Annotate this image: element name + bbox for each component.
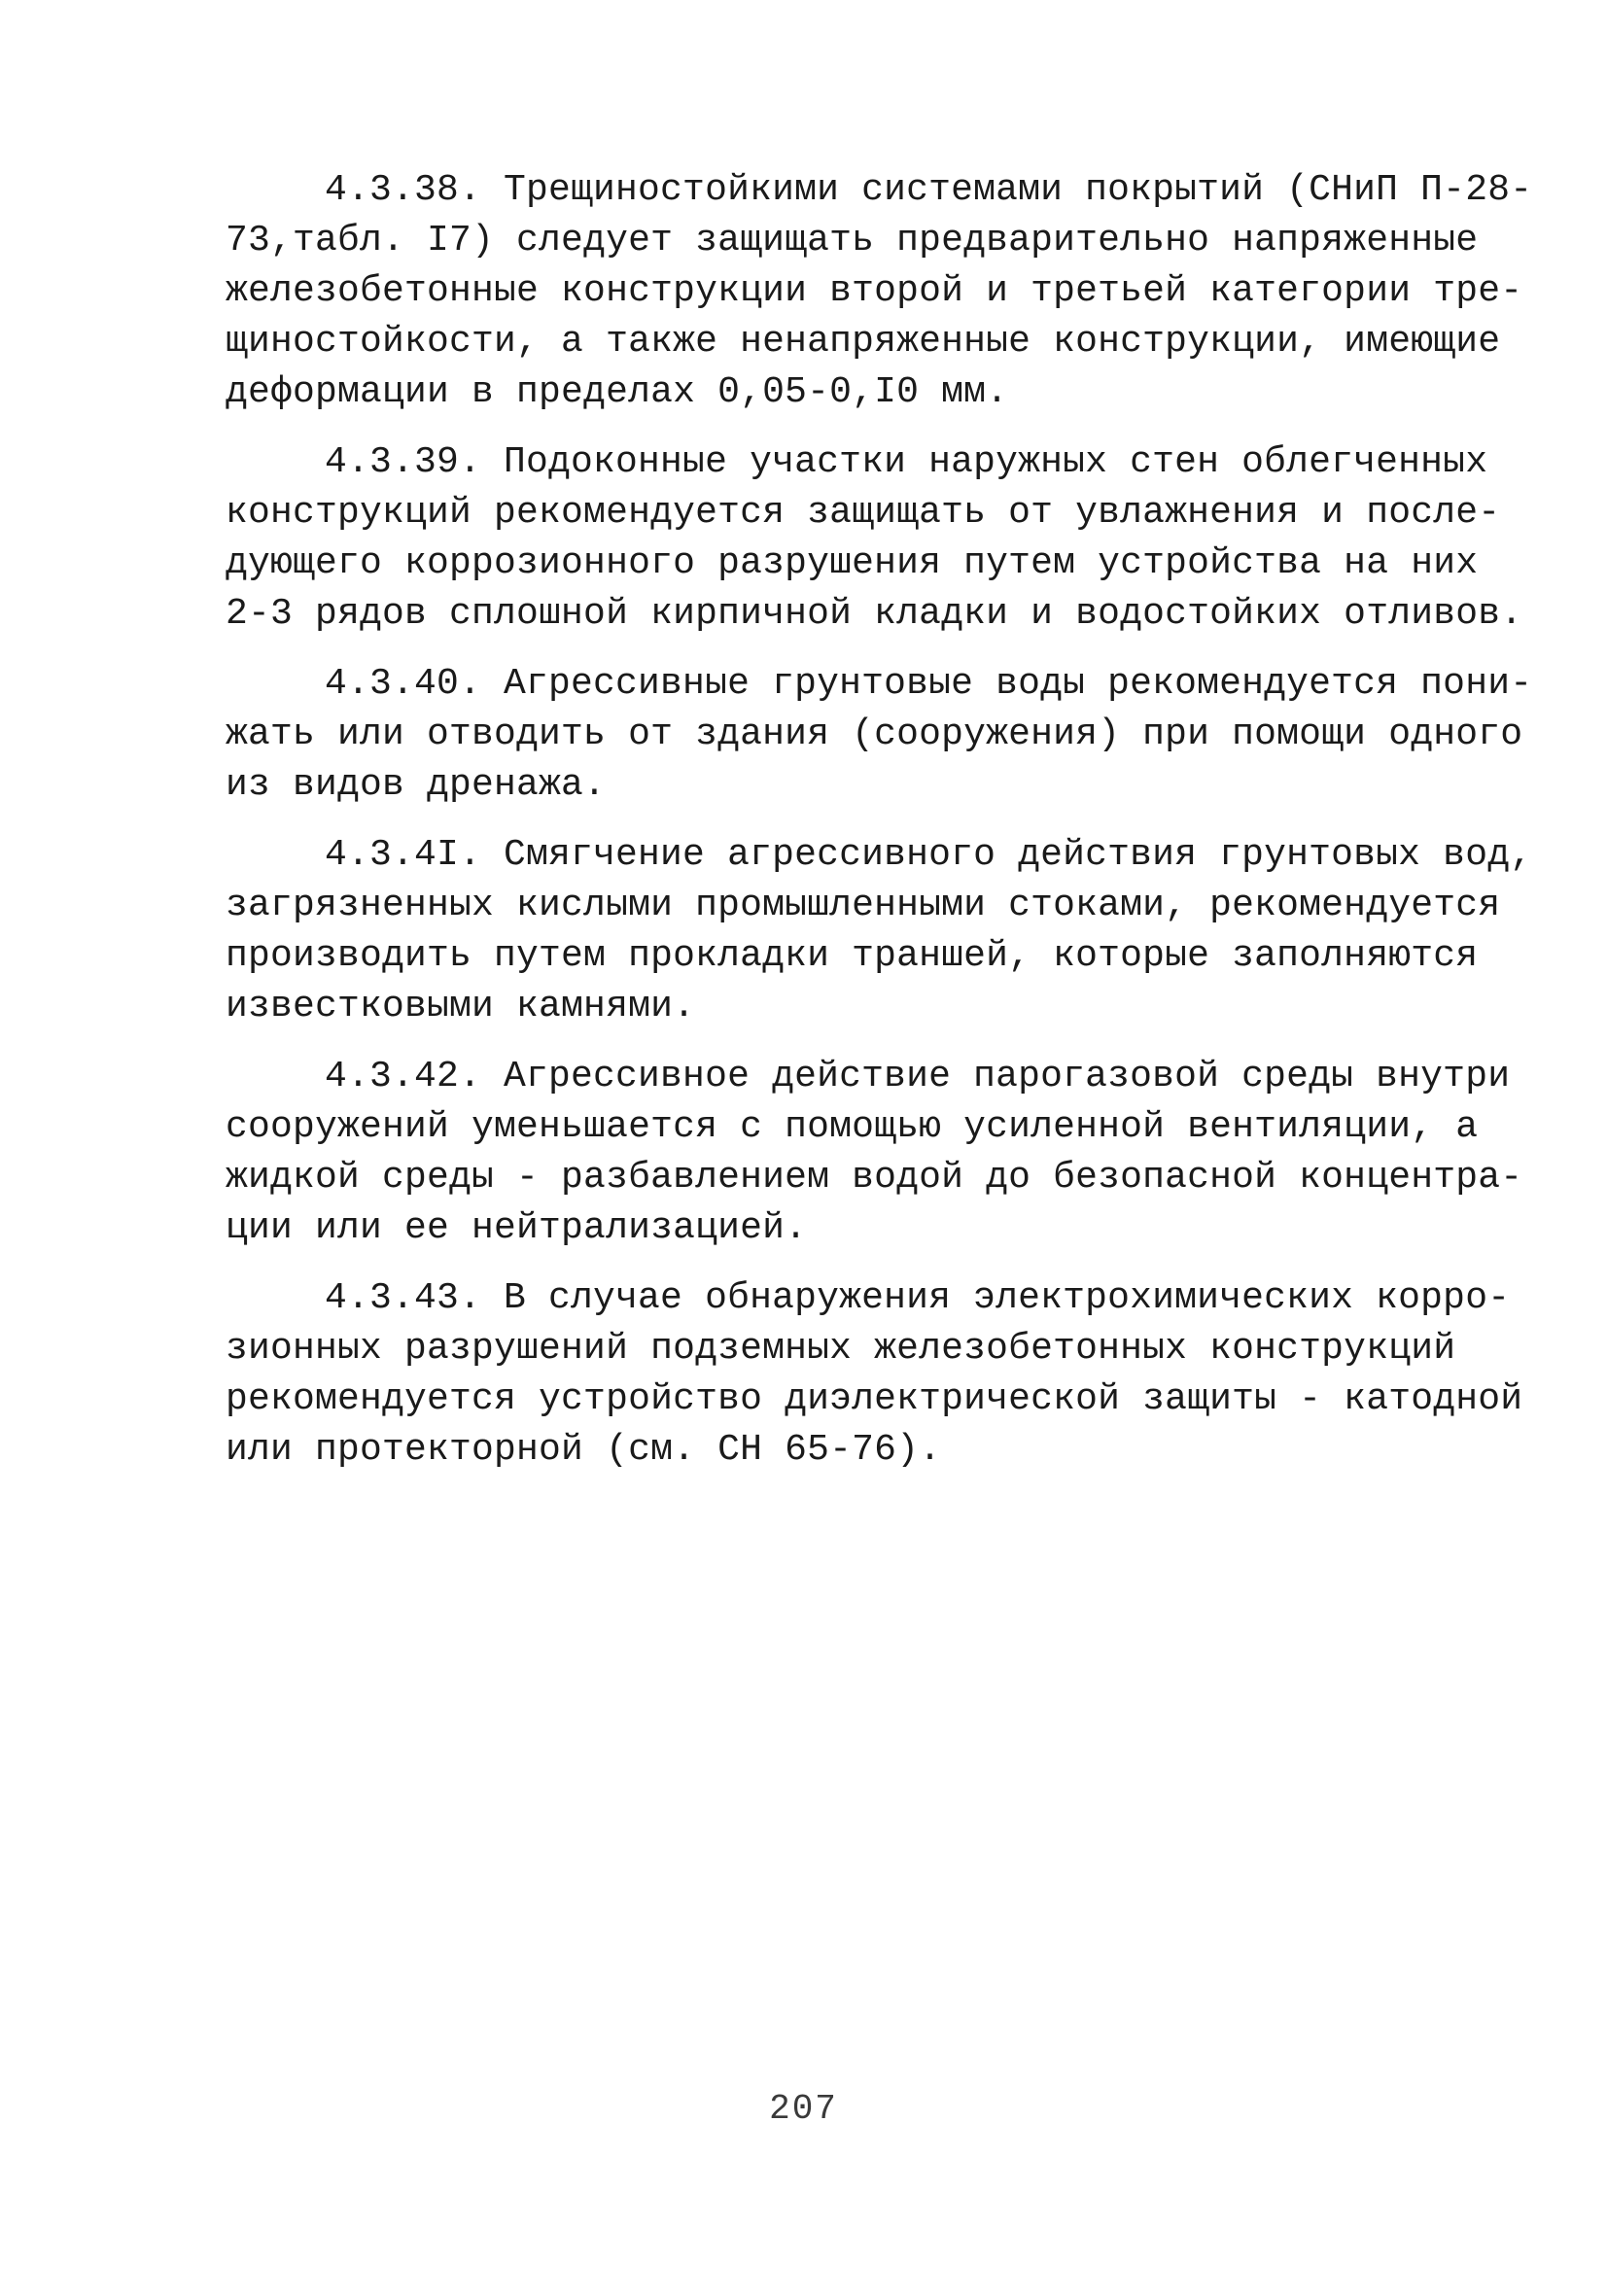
paragraph-4-3-41 [226, 830, 1533, 1032]
text-line: сооружений уменьшается с помощью усиленной вентиляции, а [226, 1106, 1479, 1148]
text-line: жидкой среды - разбавлением водой до безопасной концентра- [226, 1157, 1523, 1199]
page-number: 207 [769, 2089, 838, 2129]
text-line: 73,табл. I7) следует защищать предварительно напряженные [226, 220, 1479, 261]
paragraph-4-3-39 [226, 437, 1523, 640]
text-line: ции или ее нейтрализацией. [226, 1207, 808, 1249]
text-line: 2-3 рядов сплошной кирпичной кладки и водостойких отливов. [226, 593, 1523, 635]
text-line: деформации в пределах 0,05-0,I0 мм. [226, 371, 1009, 413]
text-line: зионных разрушений подземных железобетонных конструкций [226, 1328, 1456, 1370]
text-line: 4.3.40. Агрессивные грунтовые воды рекомендуется пони- [325, 663, 1533, 705]
text-line: дующего коррозионного разрушения путем устройства на них [226, 542, 1479, 584]
body-text [226, 165, 1533, 1495]
text-line: 4.3.43. В случае обнаружения электрохимических корро- [325, 1277, 1511, 1319]
text-line: или протекторной (см. СН 65-76). [226, 1429, 942, 1471]
paragraph-4-3-38 [226, 165, 1533, 418]
text-line: известковыми камнями. [226, 986, 696, 1027]
text-line: производить путем прокладки траншей, которые заполняются [226, 935, 1479, 977]
text-line: из видов дренажа. [226, 764, 607, 806]
text-line: загрязненных кислыми промышленными стоками, рекомендуется [226, 885, 1501, 926]
text-line: 4.3.39. Подоконные участки наружных стен облегченных [325, 441, 1488, 483]
text-line: щиностойкости, а также ненапряженные конструкции, имеющие [226, 321, 1501, 363]
text-line: жать или отводить от здания (сооружения) при помощи одного [226, 713, 1523, 755]
paragraph-4-3-43 [226, 1273, 1523, 1476]
text-line: 4.3.38. Трещиностойкими системами покрытий (СНиП П-28- [325, 169, 1533, 211]
text-line: конструкций рекомендуется защищать от увлажнения и после- [226, 492, 1501, 534]
paragraph-4-3-42 [226, 1052, 1523, 1254]
text-line: железобетонные конструкции второй и третьей категории тре- [226, 270, 1523, 312]
paragraph-4-3-40 [226, 659, 1533, 811]
text-line: 4.3.4I. Смягчение агрессивного действия грунтовых вод, [325, 834, 1533, 876]
text-line: 4.3.42. Агрессивное действие парогазовой среды внутри [325, 1056, 1511, 1097]
text-line: рекомендуется устройство диэлектрической защиты - катодной [226, 1378, 1523, 1420]
